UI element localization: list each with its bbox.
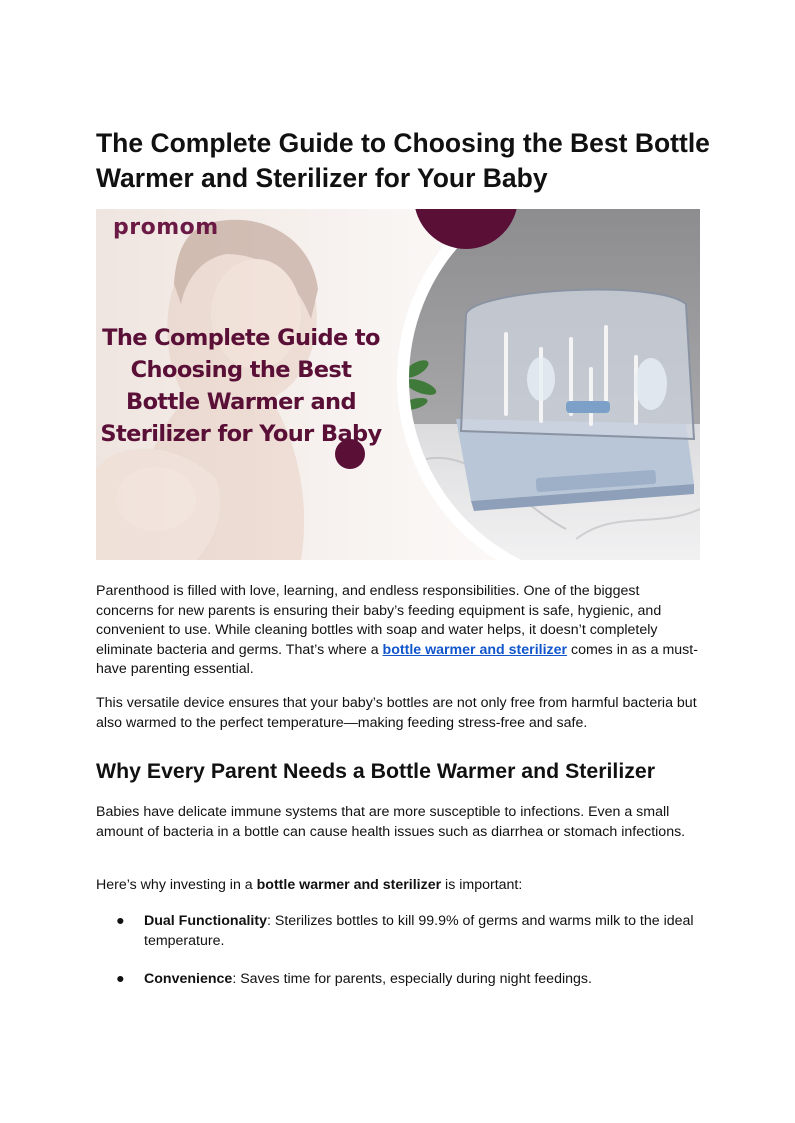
list-item-description: : Saves time for parents, especially during night feedings. — [232, 971, 592, 987]
list-item-label: Convenience — [144, 971, 233, 987]
list-item-text — [144, 970, 700, 990]
section-p2-bold: bottle warmer and sterilizer — [256, 877, 442, 893]
section-paragraph-2 — [96, 876, 700, 896]
bullet-icon: ● — [116, 971, 125, 987]
page-title: The Complete Guide to Choosing the Best Bottle Warmer and Sterilizer for Your Baby — [96, 128, 710, 193]
section-p2-after: is important: — [441, 877, 523, 893]
list-item-text — [144, 912, 700, 951]
section-heading: Why Every Parent Needs a Bottle Warmer and Sterilizer — [96, 759, 656, 783]
section-paragraph-1: Babies have delicate immune systems that are more susceptible to infections. Even a small amount of bacteria in a bottle can cause health issues such as diarrhea or stomach infections. — [96, 804, 686, 840]
banner-heading: The Complete Guide to Choosing the Best Bottle Warmer and Sterilizer for Your Baby — [100, 325, 382, 447]
bullet-icon: ● — [116, 913, 125, 929]
section-p2-before: Here’s why investing in a — [96, 877, 257, 893]
bottle-warmer-sterilizer-link[interactable]: bottle warmer and sterilizer — [382, 641, 568, 658]
list-item-description: : Sterilizes bottles to kill 99.9% of germs and warms milk to the ideal temperature. — [144, 913, 694, 949]
promom-logo: promom — [113, 215, 219, 240]
intro-text-before-link: Parenthood is filled with love, learning, and endless responsibilities. One of the biggest concerns for new parents is ensuring their baby’s feeding equipment is safe, hygienic, and convenient to use. While cleaning bottles with soap and water helps, it doesn’t completely eliminate bacteria and germs. That’s where a — [96, 583, 662, 658]
intro-paragraph-1 — [96, 582, 700, 680]
list-item-label: Dual Functionality — [144, 913, 267, 929]
intro-text-after-link: comes in as a must-have parenting essential. — [96, 641, 698, 677]
intro-paragraph-2: This versatile device ensures that your baby’s bottles are not only free from harmful bacteria but also warmed to the perfect temperature—making feeding stress-free and safe. — [96, 695, 697, 731]
hero-banner-image — [96, 209, 700, 560]
